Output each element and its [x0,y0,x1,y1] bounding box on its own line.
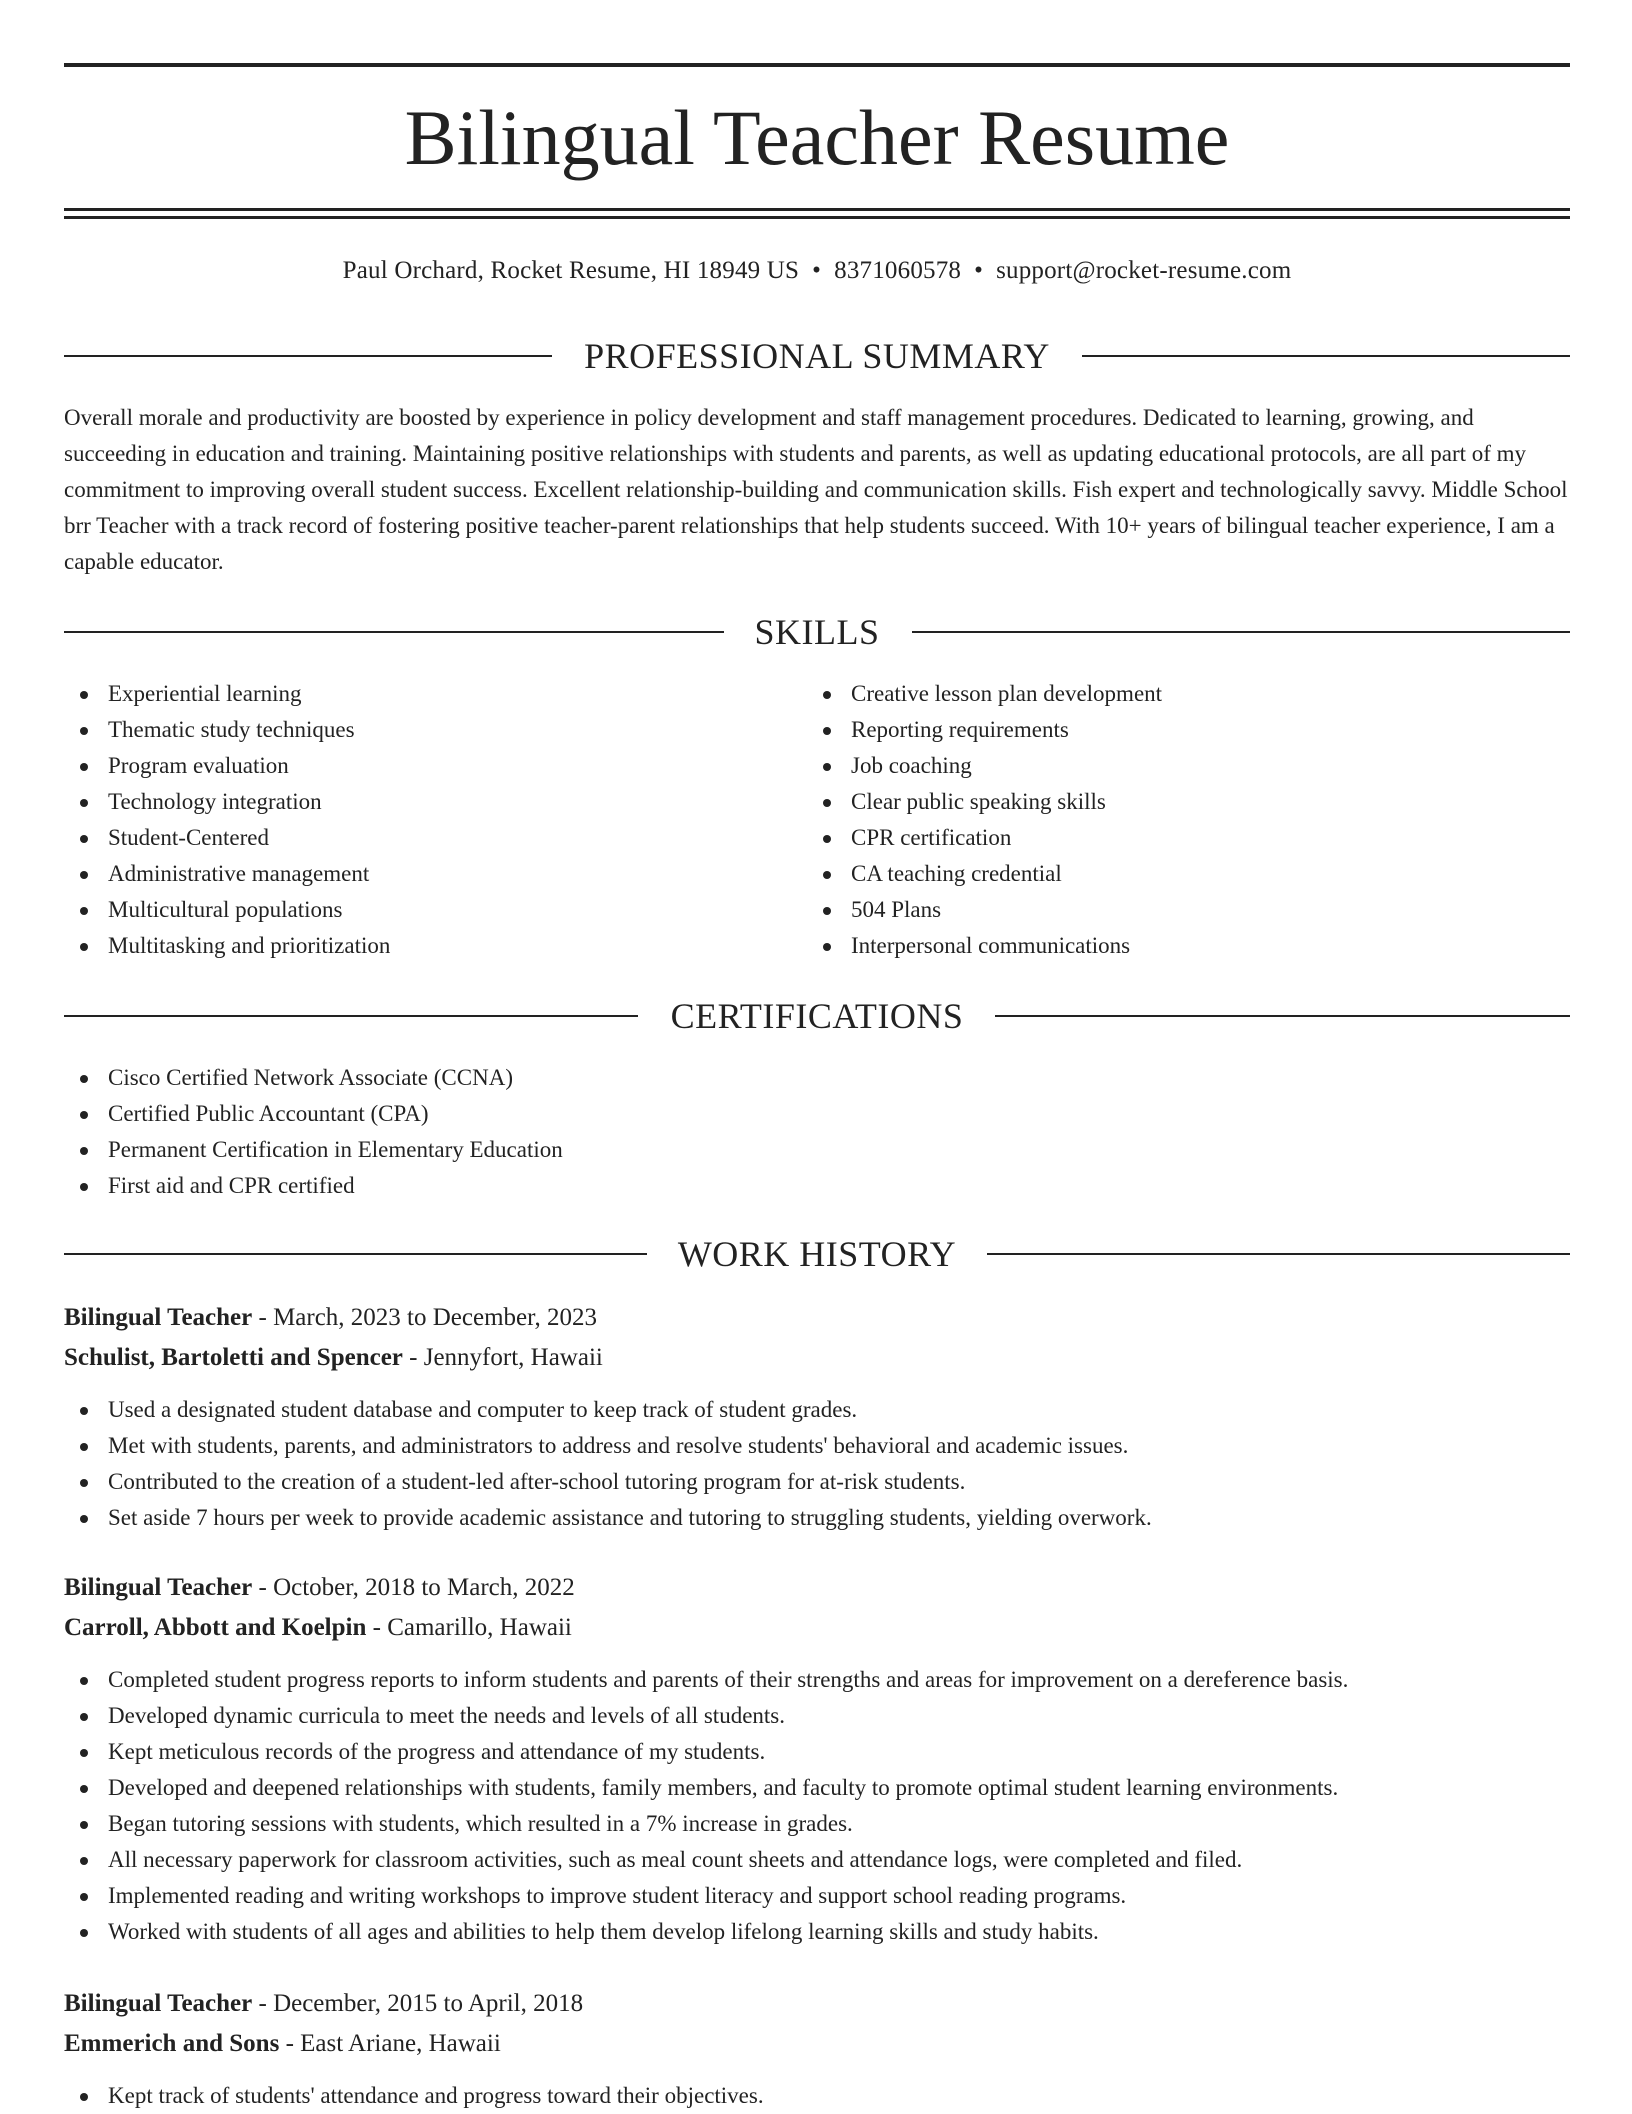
summary-text: Overall morale and productivity are boosted by experience in policy development and staff management procedures. Dedicated to learning, growing, and succeeding in education and training. Maintaining positive relationships with students and parents, as well as updating educational protocols, are all part of my commitment to improving overall student success. Excellent relationship-building and communication skills. Fish expert and technologically savvy. Middle School brr Teacher with a track record of fostering positive teacher-parent relationships that help students succeed. With 10+ years of bilingual teacher experience, I am a capable educator. [64,405,1568,574]
contact-phone: 8371060578 [834,257,962,284]
heading-rule-right [912,631,1570,633]
job-bullet: Developed dynamic curricula to meet the needs and levels of all students. [64,1698,1564,1734]
section-title: CERTIFICATIONS [670,996,964,1036]
skill-item: Technology integration [64,784,804,820]
job-dash: - [252,1990,274,2017]
job-dates: March, 2023 to December, 2023 [273,1304,597,1331]
title-double-rule-upper [64,208,1570,211]
job-location: Jennyfort, Hawaii [423,1344,603,1371]
skill-item: CA teaching credential [807,856,1567,892]
job-dash: - [402,1344,424,1371]
contact-separator: • [812,257,822,284]
contact-line [64,254,1570,288]
job-title: Bilingual Teacher [64,1574,253,1601]
job-bullet: Kept meticulous records of the progress and attendance of my students. [64,1734,1564,1770]
section-title: WORK HISTORY [677,1234,957,1274]
heading-rule-right [987,1253,1570,1255]
heading-rule-right [995,1015,1570,1017]
job-title-line [64,1570,575,1606]
job-title-line [64,1300,597,1336]
contact-separator: • [974,257,984,284]
job-dash: - [366,1614,388,1641]
skill-item: Multitasking and prioritization [64,928,804,964]
skill-item: CPR certification [807,820,1567,856]
job-location: Camarillo, Hawaii [387,1614,572,1641]
job-dates: December, 2015 to April, 2018 [273,1990,584,2017]
job-bullet: Completed student progress reports to inform students and parents of their strengths and areas for improvement on a dereference basis. [64,1662,1564,1698]
job-bullets [64,2078,1564,2114]
job-title-line [64,1986,583,2022]
job-dash: - [252,1304,274,1331]
skill-item: Interpersonal communications [807,928,1567,964]
skill-item: Experiential learning [64,676,804,712]
title-double-rule-lower [64,216,1570,219]
resume-title: Bilingual Teacher Resume [404,94,1230,181]
section-heading-work-history [64,1232,1570,1276]
certification-item: Cisco Certified Network Associate (CCNA) [64,1060,1564,1096]
job-bullets [64,1662,1564,1950]
job-company: Carroll, Abbott and Koelpin [64,1614,367,1641]
job-bullet: Contributed to the creation of a student-led after-school tutoring program for at-risk students. [64,1464,1564,1500]
job-title: Bilingual Teacher [64,1990,253,2017]
job-bullet: Used a designated student database and computer to keep track of student grades. [64,1392,1564,1428]
skill-item: Job coaching [807,748,1567,784]
job-title: Bilingual Teacher [64,1304,253,1331]
skill-item: Creative lesson plan development [807,676,1567,712]
skill-item: 504 Plans [807,892,1567,928]
certification-item: Certified Public Accountant (CPA) [64,1096,1564,1132]
job-company: Schulist, Bartoletti and Spencer [64,1344,403,1371]
job-bullets [64,1392,1564,1536]
job-dash: - [279,2030,301,2057]
job-bullet: Met with students, parents, and administrators to address and resolve students' behavioral and academic issues. [64,1428,1564,1464]
section-title: PROFESSIONAL SUMMARY [584,336,1050,376]
job-dash: - [252,1574,274,1601]
section-title: SKILLS [754,612,880,652]
job-company-line [64,2026,501,2062]
skill-item: Reporting requirements [807,712,1567,748]
skill-item: Administrative management [64,856,804,892]
skill-item: Thematic study techniques [64,712,804,748]
job-bullet: All necessary paperwork for classroom activities, such as meal count sheets and attendance logs, were completed and filed. [64,1842,1564,1878]
section-heading-summary [64,334,1570,378]
job-bullet: Developed and deepened relationships with students, family members, and faculty to promote optimal student learning environments. [64,1770,1564,1806]
job-company-line [64,1340,603,1376]
section-heading-certifications [64,994,1570,1038]
certification-item: Permanent Certification in Elementary Education [64,1132,1564,1168]
job-bullet: Set aside 7 hours per week to provide academic assistance and tutoring to struggling students, yielding overwork. [64,1500,1564,1536]
skills-list-left [64,676,804,964]
contact-address: Paul Orchard, Rocket Resume, HI 18949 US [342,257,800,284]
top-rule [64,63,1570,67]
contact-email: support@rocket-resume.com [996,257,1292,284]
skills-list-right [807,676,1567,964]
skill-item: Clear public speaking skills [807,784,1567,820]
skill-item: Multicultural populations [64,892,804,928]
heading-rule-right [1082,355,1570,357]
job-company: Emmerich and Sons [64,2030,280,2057]
section-heading-skills [64,610,1570,654]
job-company-line [64,1610,572,1646]
job-bullet: Implemented reading and writing workshops to improve student literacy and support school reading programs. [64,1878,1564,1914]
certification-item: First aid and CPR certified [64,1168,1564,1204]
skill-item: Student-Centered [64,820,804,856]
job-dates: October, 2018 to March, 2022 [273,1574,575,1601]
certifications-list [64,1060,1564,1204]
job-bullet: Began tutoring sessions with students, which resulted in a 7% increase in grades. [64,1806,1564,1842]
job-bullet: Worked with students of all ages and abilities to help them develop lifelong learning skills and study habits. [64,1914,1564,1950]
job-bullet: Kept track of students' attendance and progress toward their objectives. [64,2078,1564,2114]
skill-item: Program evaluation [64,748,804,784]
job-location: East Ariane, Hawaii [300,2030,501,2057]
